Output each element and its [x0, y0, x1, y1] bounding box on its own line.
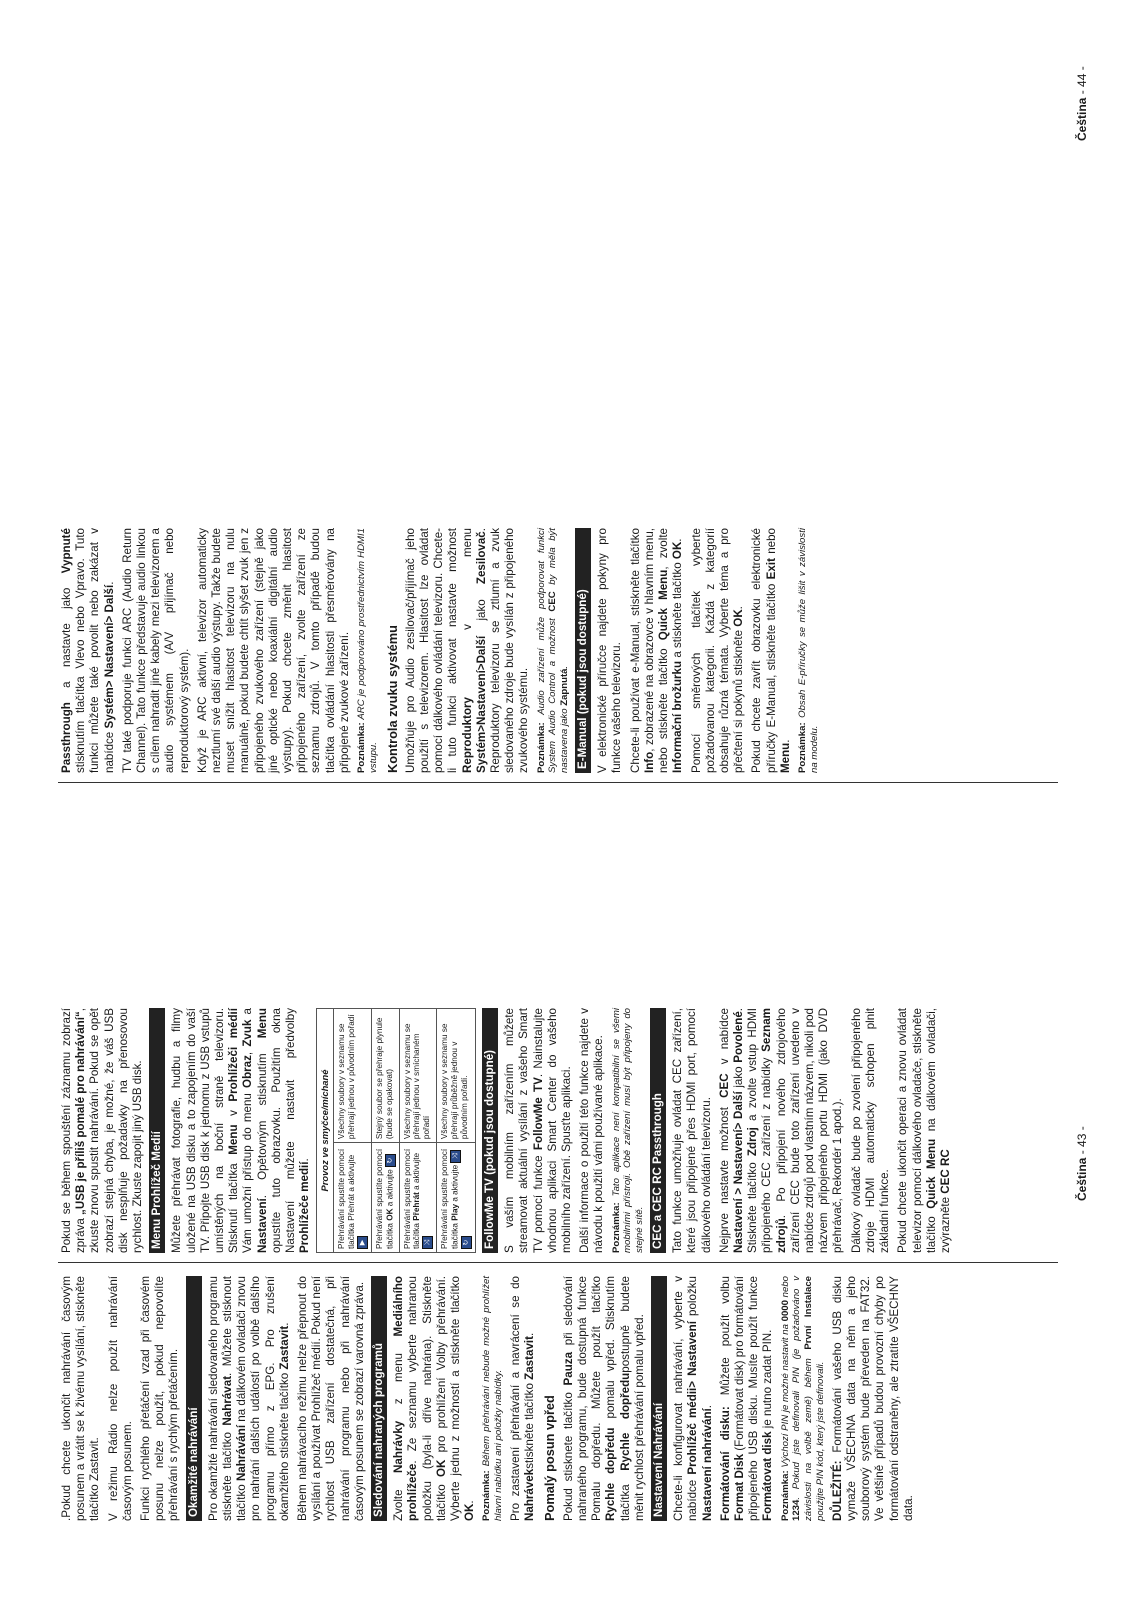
para: Pro okamžité nahrávání sledovaného programu stiskněte tlačítko Nahrávat. Můžete stisknout tlačítko Nahrávání na dálkovém ovladači znovu pro nahrání dalších událostí po volbě dalšího programu přímo z EPG. Pro zrušení okamžitého stiskněte tlačítko Zastavit. [206, 1275, 291, 1521]
para: Když je ARC aktivní, televizor automaticky neztlumí své další audio výstupy. Takže budete muset snížit hlasitost televizoru na nulu manuálně, pokud budete chtít slyšet zvuk jen z připojeného zvukového zařízení (stejně jako jiné optické nebo koaxiální digitální audio výstupy). Pokud chcete změnit hlasitost připojeného zařízení, zvolte zařízení ze seznamu zdrojů. V tomto případě budou tlačítka ovládání hlasitosti přesměrovány na připojené zvukové zařízení. [195, 528, 351, 773]
subheading: Kontrola zvuku systému [384, 625, 400, 773]
para: Zvolte Nahrávky z menu Mediálního prohlížeče. Ze seznamu vyberte nahranou položku (byla-li dříve nahrána). Stiskněte tlačítko OK pro prohlížení Volby přehrávání. Vyberte jednu z možností a stiskněte tlačítko OK. [392, 1275, 477, 1521]
play-icon: ▶ [357, 1236, 368, 1249]
subheading: Pomalý posun vpřed [542, 1395, 558, 1521]
section-heading: FollowMe TV (pokud jsou dostupné) [482, 1008, 498, 1253]
table-header: Provoz ve smyčce/míchané [317, 1009, 334, 1253]
table-cell: Všechny soubory v seznamu se přehrají jednou v původním pořadí [334, 1009, 372, 1143]
section-heading: Nastavení Nahrávání [651, 1276, 667, 1521]
shuffle-icon: ⤨ [450, 1150, 461, 1163]
para: Funkci rychlého přetáčení vzad při časovém posunu nelze použít, pokud nepovolíte přehrávání s rychlým přetáčením. [139, 1276, 181, 1521]
table-row [399, 1009, 437, 1253]
para: V režimu Rádio nelze použít nahrávání časovým posunem. [106, 1276, 134, 1521]
column-2 [60, 1008, 957, 1253]
para: Umožňuje pro Audio zesilovač/přijímač jeho použití s televizorem. Hlasitost lze ovládat pomocí dálkového ovládání televizoru. Chcete-li tuto funkci aktivovat nastavte možnost Reproduktory v menu Systém>Nastavení>Další jako Zesilovač. Reproduktory televizoru se ztlumí a zvuk sledovaného zdroje bude vysílán z připojeného zvukového systému. [403, 528, 531, 773]
table-cell: Přehrávání spustíte pomocí tlačítka Přehrát a aktivujte ▶ [334, 1143, 372, 1253]
section-heading: E-Manual (pokud jsou dostupné) [575, 528, 591, 773]
para: Pro zastavení přehrávání a navrácení se do Nahrávekstiskněte tlačítko Zastavit. [509, 1276, 537, 1521]
table-cell: Všechny soubory v seznamu se přehrají jednou v smíchaném pořadí [399, 1009, 437, 1143]
table-cell: Přehrávání spustíte pomocí tlačítka OK a aktivujte ↻ [371, 1143, 399, 1253]
loop-shuffle-table [316, 1008, 476, 1253]
note: Poznámka: Audio zařízení může podporovat funkci System Audio Control a možnost CEC by měla být nastavena jako Zapnutá. [535, 528, 571, 773]
note: Poznámka: Tato aplikace není kompatibilní se všemi mobilními přístroji. Obě zařízení musí být připojeny do stejné sítě. [610, 1008, 646, 1253]
para: Dálkový ovladač bude po zvolení připojeného zdroje HDMI automaticky schopen plnit základní funkce. [849, 1008, 892, 1253]
section-heading: CEC a CEC RC Passthrough [650, 1008, 666, 1253]
table-row [437, 1009, 476, 1253]
para: Chcete-li používat e-Manual, stiskněte tlačítko Info, zobrazené na obrazovce v hlavním menu, nebo stiskněte tlačítko Quick Menu, zvolte Informační brožurku a stiskněte tlačítko OK. [628, 528, 685, 773]
table-cell: Všechny soubory v seznamu se přehrají průběžně jednou v původním pořadí. [437, 1009, 476, 1143]
para: Během nahrávacího režimu nelze přepnout do vysílání a používat Prohlížeč médií. Pokud není rychlost USB zařízení dostatečná, při nahrávání programu nebo při nahrávání časovým posunem se zobrazí varovná zpráva. [296, 1276, 366, 1521]
column-3 [60, 528, 825, 773]
section-heading: Sledování nahraných programů [371, 1276, 387, 1521]
shuffle-icon: ⤨ [422, 1236, 433, 1249]
para: Chcete-li konfigurovat nahrávání, vyberte v nabídce Prohlížeč médii> Nastavení položku Nastavení nahrávání. [672, 1276, 714, 1521]
table-cell: Přehrávání spustíte pomocí tlačítka Play a aktivujte ⤨ ↻ [437, 1143, 476, 1253]
para: Další informace o použití této funkce najdete v návodu k použití vámi používané aplikace. [578, 1008, 606, 1253]
para: S vaším mobilním zařízením můžete streamovat aktuální vysílání z vašeho Smart TV pomocí funkce FollowMe TV. Nainstalujte vhodnou aplikaci Smart Center do vašeho mobilního zařízení. Spusťte aplikaci. [503, 1007, 574, 1253]
table-row [334, 1009, 372, 1253]
column-1 [60, 1276, 920, 1521]
para: .Pokud chcete ukončit nahrávání časovým posunem a vrátit se k živému vysílání, stiskněte tlačítko Zastavit. [60, 1276, 102, 1521]
repeat-icon: ↻ [385, 1154, 396, 1167]
para: Formátování disku: Můžete použít volbu Format Disk (Formátovat disk) pro formátování připojeného USB disku. Musíte použít funkce Formátovat disk je nutno zadat PIN. [718, 1275, 775, 1521]
para: Pokud se během spouštění záznamu zobrazí zpráva „USB je příliš pomalé pro nahrávání“, zkuste znovu spustit nahrávání. Pokud se opět zobrazí stejná chyba, je možné, že váš USB disk nesplňuje požadavky na přenosovou rychlost. Zkuste zapojit jiný USB disk. [60, 1008, 145, 1253]
para: Tato funkce umožňuje ovládat CEC zařízení, které jsou připojené přes HDMI port, pomocí dálkového ovládání televizoru. [671, 1008, 713, 1253]
repeat-icon: ↻ [461, 1236, 472, 1249]
section-heading: Menu Prohlížeč Medií [149, 1008, 165, 1253]
para: TV také podporuje funkci ARC (Audio Return Channel). Tato funkce představuje audio linkou s cílem nahradit jiné kabely mezi televizorem a audio systémem (A/V přijímač nebo reproduktorový systém). [120, 528, 191, 773]
table-cell: Stejný soubor se přehraje plynule (bude se opakovat) [371, 1009, 399, 1143]
note: Poznámka: Výchozí PIN je možné nastavit na 0000 nebo 1234. Pokud jste definovali PIN (je požadováno v závislosti na volbě země) během První Instalace použijte PIN kód, který jste definovali. [779, 1276, 826, 1521]
para: V elektronické příručce najdete pokyny pro funkce vašeho televizoru. [596, 528, 624, 773]
para: Můžete přehrávat fotografie, hudbu a filmy uložené na USB disku a to zapojením do vaší TV. Připojte USB disk k jednomu z USB vstupů umístěných na boční straně televizoru. Stisknutí tlačítka Menu v Prohlížeči médií Vám umožní přístup do menu Obraz, Zvuk a Nastavení. Opětovným stisknutím Menu opustíte tuto obrazovku. Použitím okna Nastavení můžete nastavit předvolby Prohlížeče medií. [170, 1007, 312, 1253]
para: Pokud chcete zavřít obrazovku elektronické příručky E-Manual, stiskněte tlačítko Exit nebo Menu. [750, 527, 792, 773]
page-footer-left: Čeština - 43 - [1075, 1126, 1089, 1201]
table-cell: Přehrávání spustíte pomocí tlačítka Přehrát a aktivujte ⤨ [399, 1143, 437, 1253]
para: Pokud chcete ukončit operaci a znovu ovládat televizor pomocí dálkového ovladače, stiskněte tlačítko Quick Menu na dálkovém ovladači, zvýrazněte CEC RC [896, 1007, 952, 1253]
table-row [371, 1009, 399, 1253]
section-heading: Okamžité nahrávání [186, 1276, 202, 1521]
note: Poznámka: Během přehrávání nebude možné prohlížet hlavní nabídku ani položky nabídky. [481, 1276, 505, 1521]
para: DŮLEŽITÉ: Formátování vašeho USB disku vymaže VŠECHNA data na něm a jeho souborový systém bude převeden na FAT32. Ve většině případů budou provozní chyby po formátování odstraněny, ale ztratíte VŠECHNY data. [830, 1276, 915, 1521]
column-divider [58, 1262, 1058, 1263]
note: Poznámka: Obsah E-příručky se může lišit v závislosti na modelu. [796, 528, 820, 773]
para: Passthrough a nastavte jako Vypnuté stisknutím tlačítka Vlevo nebo Vpravo. Tuto funkci můžete také povolit nebo zakázat v nabídce Systém> Nastavení> Další. [60, 528, 116, 773]
para: Pomocí směrových tlačítek vyberte požadovanou kategorii. Každá z kategorií obsahuje různá témata. Vyberte téma a pro přečtení si pokynů stiskněte OK. [689, 528, 746, 773]
note: Poznámka: ARC je podporováno prostřednictvím HDMI1 vstupu. [356, 528, 379, 773]
page-footer-right: Čeština - 44 - [1075, 66, 1089, 141]
para: Nejprve nastavte možnost CEC v nabídce Nastavení > Nastavení> Další jako Povolené. Stiskněte tlačítko Zdroj a zvolte vstup HDMI připojeného CEC zařízení z nabídky Seznam zdrojů. Po připojení nového zdrojového zařízení CEC bude toto zařízení uvedeno v nabídce zdrojů pod vlastním názvem, nikoli pod názvem připojeného portu HDMI (jako DVD přehrávač, Rekordér 1 apod.). [717, 1008, 845, 1253]
column-divider [58, 782, 1058, 783]
para: Pokud stisknete tlačítko Pauza při sledování nahraného programu, bude dostupná funkce Pomalu dopředu. Můžete použít tlačítko Rychle dopředu pomalu vpřed. Stisknutím tlačítka Rychle dopředupostupně budete měnit rychlost přehrávání pomalu vpřed. [561, 1276, 646, 1521]
